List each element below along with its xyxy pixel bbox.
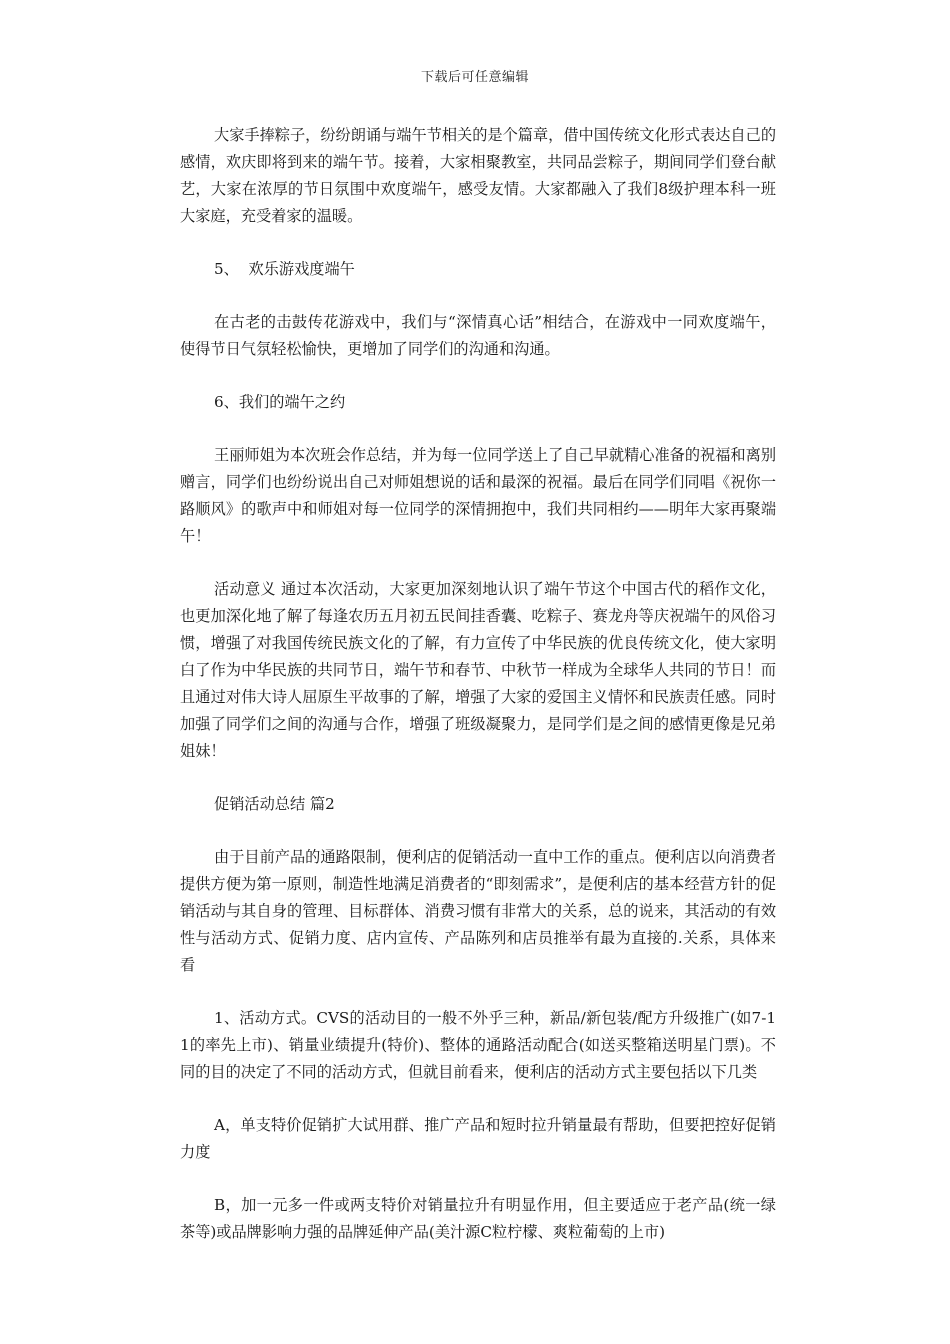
paragraph-zongzi-reading: 大家手捧粽子，纷纷朗诵与端午节相关的是个篇章，借中国传统文化形式表达自己的感情，欢庆即将到来的端午节。接着，大家相聚教室，共同品尝粽子，期间同学们登台献艺，大家在浓厚的节日氛围中欢度端午，感受友情。大家都融入了我们8级护理本科一班大家庭，充受着家的温暖。 bbox=[180, 126, 776, 225]
heading-item-5: 5、 欢乐游戏度端午 bbox=[214, 260, 355, 278]
paragraph-promotion-intro: 由于目前产品的通路限制，便利店的促销活动一直中工作的重点。便利店以向消费者提供方便为第一原则，制造性地满足消费者的“即刻需求”，是便利店的基本经营方针的促销活动与其自身的管理、目标群体、消费习惯有非常大的关系，总的说来，其活动的有效性与活动方式、促销力度、店内宣传、产品陈列和店员推举有最为直接的.关系，具体来看 bbox=[180, 848, 776, 974]
paragraph-summary: 王丽师姐为本次班会作总结，并为每一位同学送上了自己早就精心准备的祝福和离别赠言，同学们也纷纷说出自己对师姐想说的话和最深的祝福。最后在同学们同唱《祝你一路顺风》的歌声中和师姐对每一位同学的深情拥抱中，我们共同相约——明年大家再聚端午！ bbox=[180, 446, 776, 545]
paragraph-activity-method: 1、活动方式。CVS的活动目的一般不外乎三种，新品/新包装/配方升级推广(如7-11的率先上市)、销量业绩提升(特价)、整体的通路活动配合(如送买整箱送明星门票)。不同的目的决定了不同的活动方式，但就目前看来，便利店的活动方式主要包括以下几类 bbox=[180, 1009, 776, 1081]
paragraph-game: 在古老的击鼓传花游戏中，我们与“深情真心话”相结合，在游戏中一同欢度端午，使得节日气氛轻松愉快，更增加了同学们的沟通和沟通。 bbox=[180, 313, 776, 358]
page-header: 下载后可任意编辑 bbox=[420, 70, 529, 85]
section-heading-promotion: 促销活动总结 篇2 bbox=[214, 795, 335, 813]
paragraph-option-a: A，单支特价促销扩大试用群、推广产品和短时拉升销量最有帮助，但要把控好促销力度 bbox=[180, 1116, 776, 1161]
paragraph-option-b: B，加一元多一件或两支特价对销量拉升有明显作用，但主要适应于老产品(统一绿茶等)或品牌影响力强的品牌延伸产品(美汁源C粒柠檬、爽粒葡萄的上市) bbox=[180, 1196, 776, 1241]
paragraph-activity-meaning: 活动意义 通过本次活动，大家更加深刻地认识了端午节这个中国古代的稻作文化，也更加深化地了解了每逢农历五月初五民间挂香囊、吃粽子、赛龙舟等庆祝端午的风俗习惯，增强了对我国传统民族文化的了解，有力宣传了中华民族的优良传统文化，使大家明白了作为中华民族的共同节日，端午节和春节、中秋节一样成为全球华人共同的节日！而且通过对伟大诗人屈原生平故事的了解，增强了大家的爱国主义情怀和民族责任感。同时加强了同学们之间的沟通与合作，增强了班级凝聚力，是同学们是之间的感情更像是兄弟姐妹！ bbox=[180, 580, 776, 760]
heading-item-6: 6、我们的端午之约 bbox=[214, 393, 346, 411]
document-body bbox=[180, 122, 776, 1272]
